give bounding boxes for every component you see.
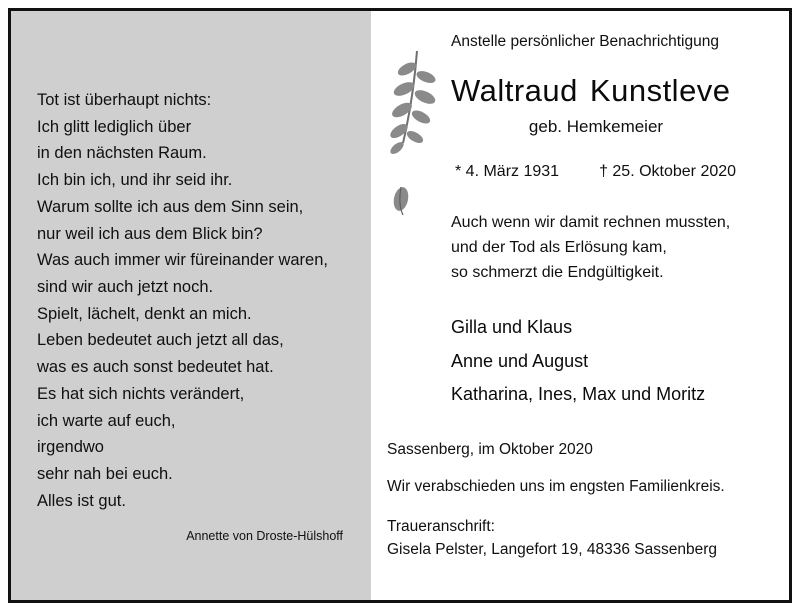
survivor-line: Gilla und Klaus	[451, 317, 573, 338]
poem-attribution: Annette von Droste-Hülshoff	[186, 528, 343, 543]
maiden-name: geb. Hemkemeier	[528, 117, 664, 136]
poem-line: Alles ist gut.	[37, 491, 126, 510]
poem-panel	[11, 11, 371, 600]
verse-line: Auch wenn wir damit rechnen mussten,	[451, 214, 731, 231]
notice-footer	[385, 439, 771, 561]
poem-line: sehr nah bei euch.	[37, 465, 173, 484]
poem-line: Warum sollte ich aus dem Sinn sein,	[37, 197, 304, 216]
deceased-first-name: Waltraud	[451, 73, 578, 108]
farewell-text: Wir verabschieden uns im engsten Familienkreis.	[387, 477, 725, 495]
obituary-notice	[8, 8, 792, 603]
poem-line: Leben bedeutet auch jetzt all das,	[37, 331, 284, 350]
poem-line: Ich glitt lediglich über	[37, 117, 192, 136]
poem-line: Was auch immer wir füreinander waren,	[37, 251, 328, 270]
survivor-line: Katharina, Ines, Max und Moritz	[451, 383, 706, 404]
poem-line: nur weil ich aus dem Blick bin?	[37, 224, 263, 243]
address-text: Gisela Pelster, Langefort 19, 48336 Sassenberg	[387, 540, 718, 558]
poem-line: Ich bin ich, und ihr seid ihr.	[37, 171, 233, 190]
verse-line: und der Tod als Erlösung kam,	[451, 238, 667, 256]
poem-line: sind wir auch jetzt noch.	[37, 278, 214, 297]
address-label: Traueranschrift:	[387, 518, 495, 536]
death-date: † 25. Oktober 2020	[599, 163, 737, 180]
notice-panel	[371, 11, 789, 600]
birth-date: * 4. März 1931	[455, 163, 560, 180]
poem-line: was es auch sonst bedeutet hat.	[37, 358, 274, 377]
life-dates	[385, 163, 771, 181]
deceased-name	[451, 73, 771, 109]
poem-line: in den nächsten Raum.	[37, 144, 207, 163]
place-and-date: Sassenberg, im Oktober 2020	[387, 441, 593, 459]
poem-text	[37, 49, 345, 515]
name-block	[385, 73, 771, 137]
poem-line: Spielt, lächelt, denkt an mich.	[37, 304, 252, 323]
survivors-list	[385, 311, 771, 411]
memorial-verse	[385, 211, 771, 285]
deceased-last-name: Kunstleve	[589, 73, 731, 108]
survivor-line: Anne und August	[451, 350, 589, 371]
poem-line: Es hat sich nichts verändert,	[37, 384, 245, 403]
verse-line: so schmerzt die Endgültigkeit.	[451, 263, 664, 281]
poem-line: irgendwo	[37, 438, 104, 457]
poem-line: ich warte auf euch,	[37, 411, 176, 430]
notice-header: Anstelle persönlicher Benachrichtigung	[451, 33, 719, 50]
poem-line: Tot ist überhaupt nichts:	[37, 91, 212, 109]
